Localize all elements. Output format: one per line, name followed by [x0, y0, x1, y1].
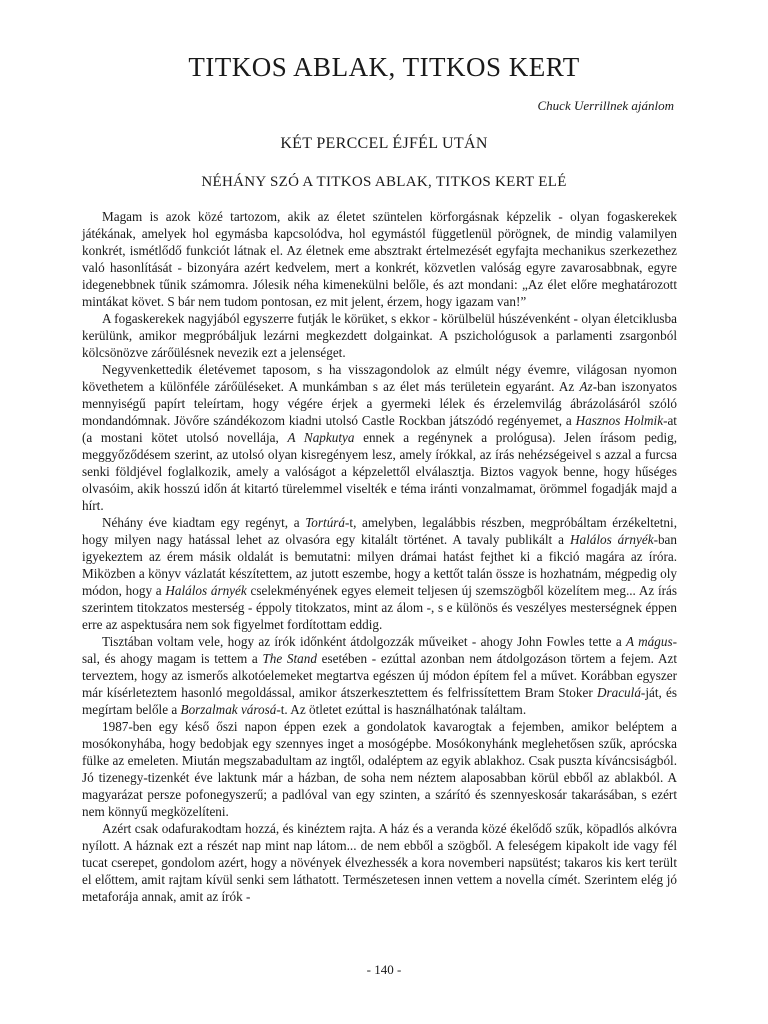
paragraph	[82, 718, 677, 820]
paragraph-text: Néhány éve kiadtam egy regényt, a	[102, 515, 306, 530]
paragraph-text: -at (a mostani kötet utolsó novellája,	[82, 413, 677, 445]
paragraph-text: cselekményének egyes elemeit teljesen új szemszögből közelítem meg... Az írás szerintem titokzatos mesterség - éppoly titokzatos, mint az álom -, s e különös és veszélyes mesterségnek éppen erre az aspektusára nem sok figyelmet fordítottam eddig.	[82, 583, 677, 632]
italic-title-text: Halálos árnyék	[569, 532, 654, 547]
paragraph-text: Negyvenkettedik életévemet taposom, s ha visszagondolok az elmúlt négy évemre, világosan nyomon követhetem a különféle zárőüléseket. A munkámban s az élet más területein egyaránt. Az	[82, 362, 677, 394]
italic-title-text: Hasznos Holmik	[575, 413, 664, 428]
paragraph-text: A fogaskerekek nagyjából egyszerre futják le körüket, s ekkor - körülbelül húszévenként - olyan életciklusba kerülünk, amikor megpróbáljuk lezárni megkezdett dolgainkat. A pszichológusok a parlamenti zsargonból kölcsönözve zárőülésnek nevezik ezt a jelenséget.	[82, 311, 677, 360]
paragraph-text: -ban igyekeztem az érem másik oldalát is bemutatni: milyen drámai hatást fejthet ki a fikció magára az íróra. Miközben a könyv vázlatát készítettem, az jutott eszembe, hogy a kettőt talán össze is hozhatnám, mégpedig oly módon, hogy a	[82, 532, 677, 598]
paragraph-text: Magam is azok közé tartozom, akik az életet szüntelen körforgásnak képzelik - olyan fogaskerekek játékának, amelyek hol egymásba kapcsolódva, hol egymástól függetlenül pörögnek, de mindig valamilyen konkrét, ismétlődő funkciót látnak el. Az életnek eme absztrakt értelmezését egyfajta mechanikus szerkezethez való hasonlítását - bizonyára azért kedvelem, mert a konkrét, közvetlen valóság egyre zavarosabbnak, egyre idegenebbnek tűnik számomra. Jólesik néha kimenekülni belőle, és azt mondani: „Az élet előre meghatározott mintákat követ. S bár nem tudom pontosan, ez mit jelent, érzem, hogy igazam van!”	[82, 209, 677, 309]
italic-title-text: Halálos árnyék	[165, 583, 247, 598]
document-title: TITKOS ABLAK, TITKOS KERT	[188, 52, 580, 82]
paragraph	[82, 514, 677, 633]
paragraph	[82, 820, 677, 905]
paragraph-text: -sal, és ahogy magam is tettem a	[82, 634, 677, 666]
italic-title-text: The Stand	[262, 651, 317, 666]
body-text	[82, 208, 677, 905]
paragraph-text: -ját, és megírtam belőle a	[82, 685, 677, 717]
italic-title-text: Az	[579, 379, 593, 394]
paragraph-text: -ban iszonyatos mennyiségű papírt teleírtam, hogy végére érjek a gyermeki lélek és érzelemvilág ábrázolásáról szóló mondandómnak. Jövőre szándékozom kiadni utolsó Castle Rockban játszódó regényemet, a	[82, 379, 677, 428]
italic-title-text: Tortúrá	[305, 515, 346, 530]
paragraph	[82, 633, 677, 718]
paragraph	[82, 208, 677, 310]
paragraph-text: -t, amelyben, legalábbis részben, megpróbáltam érzékeltetni, hogy milyen nagy hatással lehet az olvasóra egy kitalált történet. A tavaly publikált a	[82, 515, 677, 547]
paragraph-text: Azért csak odafurakodtam hozzá, és kinéztem rajta. A ház és a veranda közé ékelődő szűk, köpadlós alkóvra nyílott. A háznak ezt a részét nap mint nap látom... de nem ebből a szögből. A feleségem kipakolt ide vagy fél tucat cserepet, gondolom azért, hogy a növények élvezhessék a kora novemberi napsütést; takaros kis kert terült el előttem, amit rajtam kívül senki sem láthatott. Természetesen innen vettem a novella címét. Szerintem elég jó metaforája annak, amit az írók -	[82, 821, 677, 904]
paragraph	[82, 310, 677, 361]
paragraph-text: Tisztában voltam vele, hogy az írók időnként átdolgozzák műveiket - ahogy John Fowles tette a	[102, 634, 626, 649]
paragraph-text: ennek a regénynek a prológusa). Jelen írásom pedig, meggyőződésem szerint, az utolsó olyan kisregényem lesz, amely írókkal, az írás nehézségeivel s azzal a furcsa senki földjével foglalkozik, amely a valóságot a képzelettől elválasztja. Biztos vagyok benne, hogy hűséges olvasóim, akik hosszú időn át kitartó türelemmel viselték e téma iránti vonzalmamat, örömmel fogadják majd a hírt.	[82, 430, 677, 513]
paragraph-text: 1987-ben egy késő őszi napon éppen ezek a gondolatok kavarogtak a fejemben, amikor beléptem a mosókonyhába, hogy bedobjak egy szennyes inget a mosógépbe. Mosókonyhánk meglehetősen szűk, aprócska fülke az emeleten. Miután megszabadultam az ingtől, odaléptem az egyik ablakhoz. Csak puszta kíváncsiságból. Jó tizenegy-tizenkét éve laktunk már a házban, de soha nem néztem alaposabban körül ebből az ablakból. A magyarázat persze pofonegyszerű; a padlóval van egy szinten, a szárító és szennyeskosár takarásában, s ezért nem könnyű megközelíteni.	[82, 719, 677, 819]
italic-title-text: A Napkutya	[287, 430, 355, 445]
paragraph-text: esetében - ezúttal azonban nem átdolgozáson törtem a fejem. Azt terveztem, hogy az ismerős alkotóelemeket megtartva egészen új módon építem fel a művet. Korábban egyszer már kísérleteztem hasonló megoldással, amikor átszerkesztettem és felfrissítettem Bram Stoker	[82, 651, 677, 700]
paragraph-text: -t. Az ötletet ezúttal is használhatónak találtam.	[276, 702, 527, 717]
italic-title-text: Borzalmak városá	[180, 702, 277, 717]
italic-title-text: A mágus	[626, 634, 673, 649]
dedication: Chuck Uerrillnek ajánlom	[537, 98, 674, 113]
paragraph	[82, 361, 677, 514]
page-number: - 140 -	[366, 962, 402, 977]
italic-title-text: Draculá	[596, 685, 641, 700]
subsection-title: NÉHÁNY SZÓ A TITKOS ABLAK, TITKOS KERT ELÉ	[201, 174, 567, 190]
section-title: KÉT PERCCEL ÉJFÉL UTÁN	[280, 135, 488, 152]
